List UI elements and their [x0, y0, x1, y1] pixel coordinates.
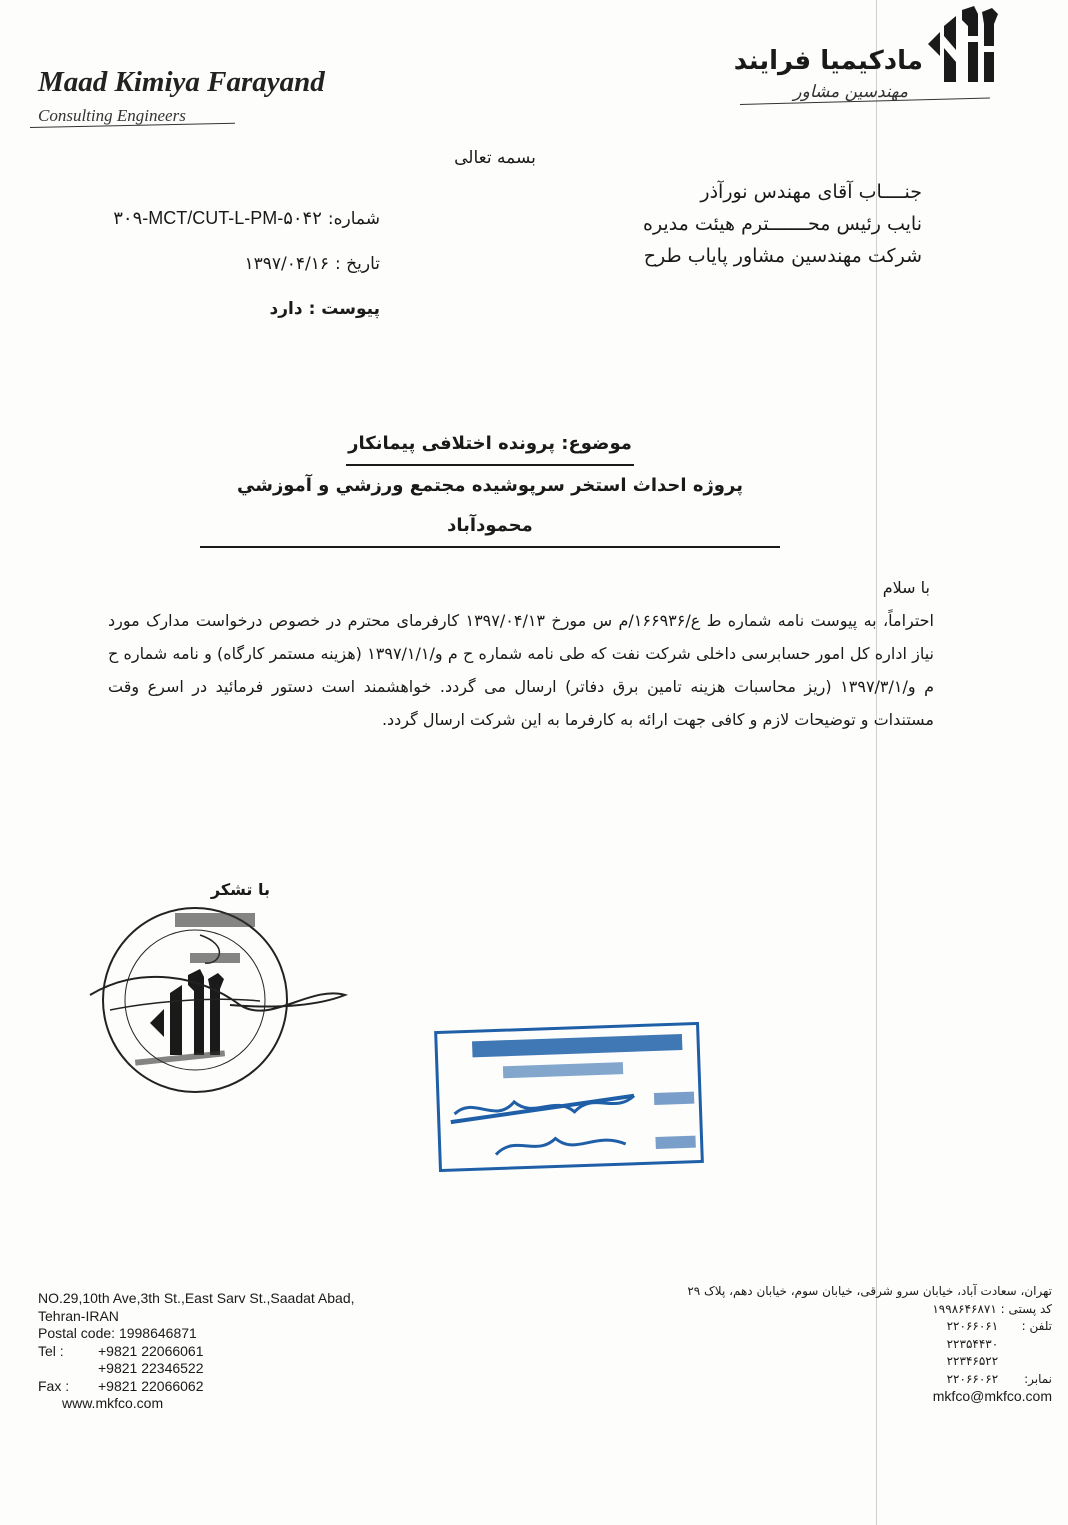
- tel1-en: +9821 22066061: [98, 1342, 204, 1359]
- basmala: بسمه تعالی: [454, 148, 536, 168]
- postal-value-fa: ۱۹۹۸۶۴۶۸۷۱: [932, 1301, 997, 1316]
- subject-block: [200, 424, 780, 548]
- closing: با تشکر: [210, 880, 270, 899]
- address-en-postal: Postal code: 1998646871: [38, 1325, 197, 1341]
- address-fa-line: تهران، سعادت آباد، خیابان سرو شرقی، خیابان سوم، خیابان دهم، پلاک ۲۹: [687, 1284, 1052, 1298]
- footer-address-fa: [622, 1283, 1052, 1388]
- subject-line-1: موضوع: پرونده اختلافی پیمانکار: [346, 424, 634, 466]
- tel1-fa: ۲۲۰۶۶۰۶۱: [946, 1319, 999, 1333]
- letter-body: [108, 604, 934, 736]
- subject-line-2: پروژه احداث استخر سرپوشیده مجتمع ورزشي و آموزشي محمودآباد: [200, 466, 780, 548]
- letter-attachment-value: دارد: [269, 298, 303, 319]
- address-en-line1: NO.29,10th Ave,3th St.,East Sarv St.,Saadat Abad,: [38, 1290, 355, 1306]
- tel2-fa: ۲۲۳۵۴۴۳۰: [946, 1336, 999, 1351]
- tel-row-fa: [622, 1318, 1052, 1336]
- letter-number-label: شماره:: [327, 208, 380, 229]
- recipient-line-3: شرکت مهندسین مشاور پایاب طرح: [643, 245, 922, 267]
- company-subtitle-en: Consulting Engineers: [38, 106, 186, 125]
- fax-label-fa: نمابر:: [1024, 1371, 1052, 1386]
- letter-date-value: ۱۳۹۷/۰۴/۱۶: [244, 253, 330, 274]
- footer-address-en: [38, 1290, 418, 1413]
- company-name-fa: مادکیمیا فرایند: [733, 46, 923, 76]
- letter-meta: [40, 196, 380, 331]
- letter-attachment-label: پیوست :: [308, 298, 380, 319]
- contact-grid-en: [38, 1343, 418, 1396]
- website-en: www.mkfco.com: [62, 1395, 164, 1411]
- tel3-fa: ۲۲۳۴۶۵۲۲: [946, 1354, 999, 1368]
- letter-attachment-row: [40, 286, 380, 331]
- body-paragraph: احتراماً، به پیوست نامه شماره ط ع/۱۶۶۹۳۶/م س مورخ ۱۳۹۷/۰۴/۱۳ کارفرمای محترم در خصوص درخواست مدارک مورد نیاز اداره کل امور حسابرسی داخلی شرکت نفت که طی نامه شماره ح م و/۱۳۹۷/۱/۱ (هزینه مستمر کارگاه) و نامه شماره ح م و/۱۳۹۷/۳/۱ (ریز محاسبات هزینه تامین برق دفاتر) ارسال می گردد. خواهشمند است دستور فرمائید در اسرع وقت مستندات و توضیحات لازم و کافی جهت ارائه به کارفرما به این شرکت ارسال گردد.: [108, 611, 935, 729]
- tel-label-fa: تلفن :: [1021, 1319, 1052, 1333]
- recipient-block: [502, 176, 922, 272]
- recipient-line-2: نایب رئیس محـــــــترم هیئت مدیره: [642, 213, 922, 235]
- fax-fa: ۲۲۰۶۶۰۶۲: [946, 1371, 999, 1386]
- letter-number-row: [40, 196, 380, 241]
- letter-date-row: [40, 241, 380, 286]
- fax-en: +9821 22066062: [98, 1377, 204, 1394]
- company-subtitle-fa: مهندسین مشاور: [793, 82, 908, 102]
- recipient-line-1: جنــــاب آقای مهندس نورآذر: [700, 181, 922, 203]
- tel2-en: +9821 22346522: [98, 1360, 204, 1376]
- tel-label-en: Tel :: [38, 1342, 64, 1359]
- company-seal-signature: [80, 905, 380, 1105]
- fax-row-fa: [622, 1371, 1052, 1389]
- letter-date-label: تاریخ :: [335, 253, 380, 274]
- letter-number-value: ۳۰۹-MCT/CUT-L-PM-۵۰۴۲: [113, 208, 322, 228]
- tel2-row-fa: [622, 1336, 1052, 1354]
- company-name-en: Maad Kimiya Farayand: [38, 66, 325, 98]
- mkf-logo-icon: [922, 6, 1004, 86]
- fax-label-en: Fax :: [38, 1377, 70, 1394]
- tel3-row-fa: [622, 1353, 1052, 1371]
- registration-stamp: [434, 1022, 704, 1172]
- greeting: با سلام: [882, 578, 930, 597]
- postal-label-fa: کد پستی :: [1000, 1301, 1052, 1316]
- email-link[interactable]: mkfco@mkfco.com: [932, 1388, 1052, 1404]
- address-en-line2: Tehran-IRAN: [38, 1307, 119, 1324]
- postal-row-fa: [622, 1301, 1052, 1319]
